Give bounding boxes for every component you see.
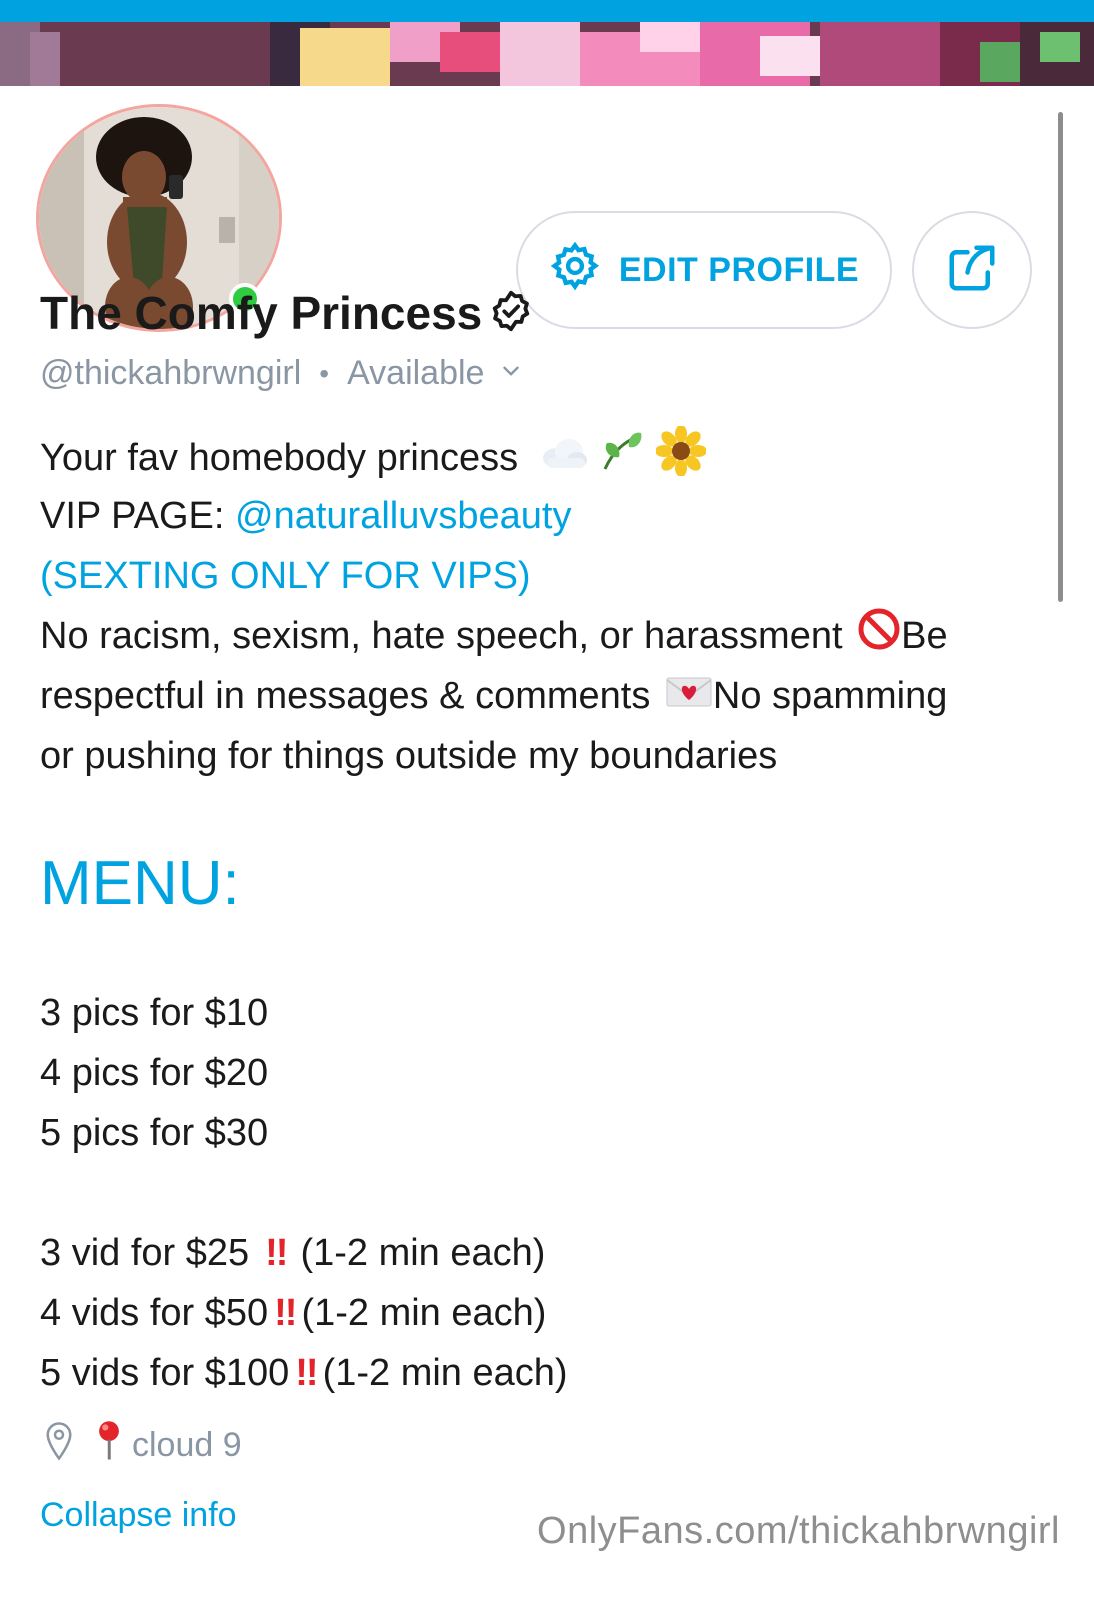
bio-line [40,426,1030,486]
bio-rules-1-tail: Be [901,615,948,657]
separator-dot: • [319,357,330,389]
chevron-down-icon [498,354,524,393]
profile-content [0,86,1094,1600]
menu-item-pics: 4 pics for $20 [40,1052,269,1094]
profile-name: The Comfy Princess [40,287,483,339]
menu-item-pics: 5 pics for $30 [40,1112,269,1154]
profile-handle: @thickahbrwngirl [40,354,302,392]
bio-rules-3: or pushing for things outside my boundaries [40,735,778,777]
menu-gap [40,1163,568,1223]
vid-offer: 5 vids for $100 [40,1352,290,1394]
status-label: Available [347,354,485,392]
location-pin-outline-icon [44,1421,74,1470]
scrollbar[interactable] [1058,112,1063,602]
prohibited-icon [857,607,901,669]
round-pushpin-icon [94,1420,124,1471]
menu-item-vid [40,1223,568,1283]
watermark: OnlyFans.com/thickahbrwngirl [537,1510,1060,1552]
location-text: cloud 9 [132,1426,242,1464]
status-dropdown[interactable] [347,354,524,393]
vip-page-link[interactable]: @naturalluvsbeauty [235,495,572,537]
bio-line [40,486,1030,546]
menu-item-vid [40,1283,568,1343]
bio-sexting-note: (SEXTING ONLY FOR VIPS) [40,555,531,597]
vip-prefix: VIP PAGE: [40,495,236,537]
bio-line [40,666,1030,726]
double-exclamation-icon: !! [295,1352,317,1394]
collapse-info-link[interactable]: Collapse info [40,1496,237,1534]
bio-line [40,606,1030,666]
bio-rules-2: respectful in messages & comments [40,675,651,717]
share-button[interactable] [912,211,1032,329]
sunflower-icon [656,426,706,494]
verified-badge-icon [488,288,534,339]
menu-title: MENU: [40,849,240,918]
vid-note: (1-2 min each) [322,1352,568,1394]
profile-bio [40,426,1030,786]
love-letter-icon [665,668,713,728]
location-value [94,1420,242,1471]
cloud-icon [539,430,589,490]
menu-list [40,983,568,1403]
location-row [44,1420,242,1471]
cover-image [0,22,1094,86]
bio-tagline: Your fav homebody princess [40,437,519,480]
top-status-bar [0,0,1094,22]
vid-note: (1-2 min each) [300,1232,546,1274]
bio-rules-2-tail: No spamming [712,675,948,717]
vid-offer: 3 vid for $25 [40,1232,250,1274]
edit-profile-label: EDIT PROFILE [618,250,860,289]
profile-name-row [40,286,534,340]
bio-rules-1: No racism, sexism, hate speech, or harassment [40,615,843,657]
share-icon [945,241,999,300]
double-exclamation-icon: !! [274,1292,296,1334]
profile-handle-row [40,354,524,393]
gear-icon [549,240,601,301]
vid-offer: 4 vids for $50 [40,1292,269,1334]
double-exclamation-icon: !! [265,1232,287,1274]
leaf-icon [599,429,645,491]
menu-item-pics: 3 pics for $10 [40,992,269,1034]
menu-item-vid [40,1343,568,1403]
edit-profile-button[interactable] [516,211,892,329]
vid-note: (1-2 min each) [301,1292,547,1334]
